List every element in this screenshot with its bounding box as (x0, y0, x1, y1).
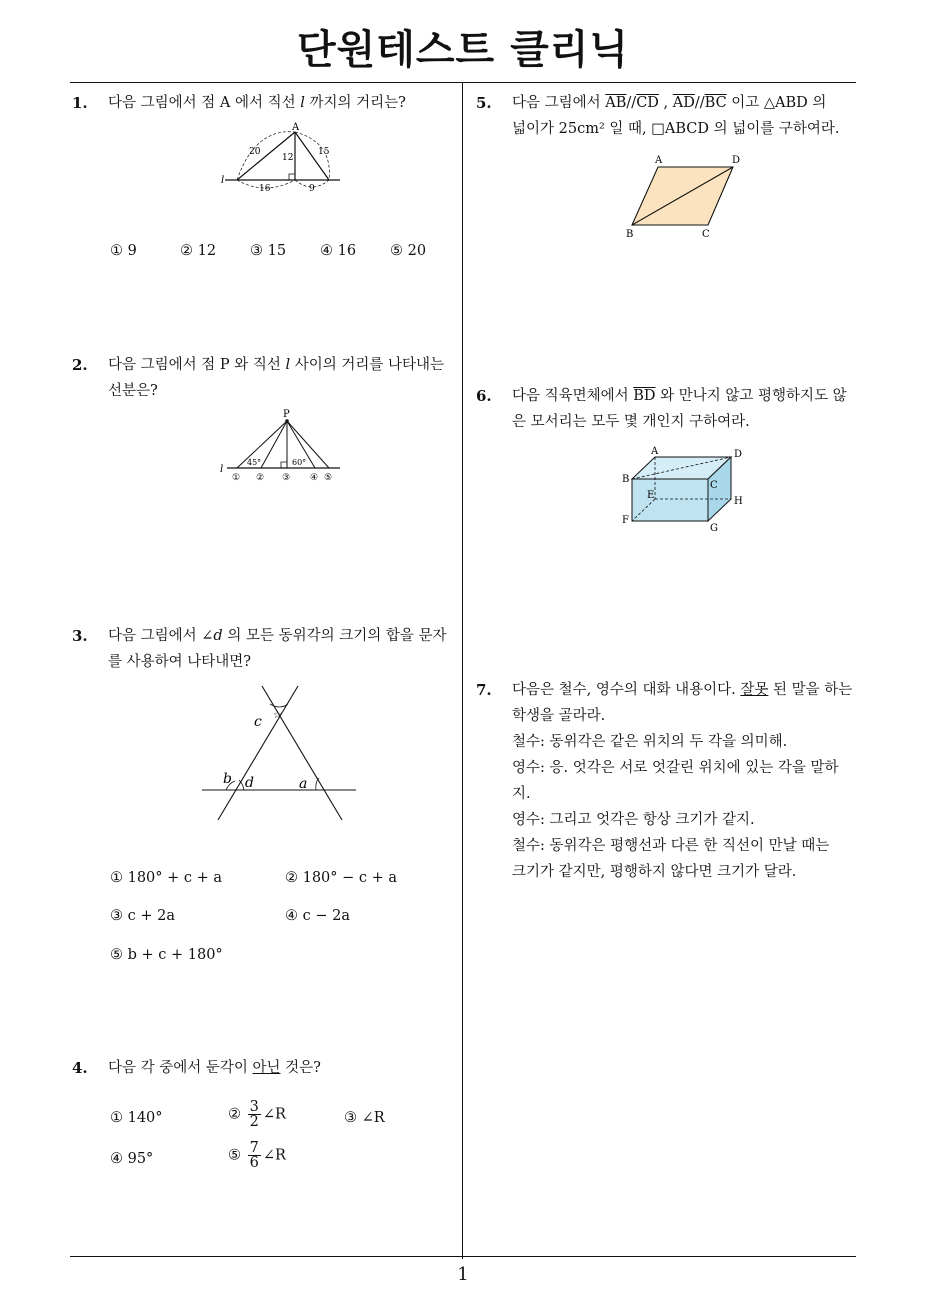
question-1 (72, 90, 452, 116)
header-rule (70, 82, 856, 83)
q6-figure (618, 443, 748, 535)
label-c: c (254, 714, 262, 730)
dialog-line-4: 철수: 동위각은 평행선과 다른 한 직선이 만날 때는 (512, 838, 830, 854)
label-C: C (702, 229, 710, 240)
label-C: C (710, 480, 718, 491)
choice-4[interactable]: ④ 16 (320, 243, 357, 259)
choice-1[interactable]: ① 9 (110, 243, 137, 259)
question-7 (476, 677, 866, 885)
q4-choices (110, 1100, 450, 1180)
dialog-line-2: 영수: 응. 엇각은 서로 엇갈린 위치에 있는 각을 말하 (512, 760, 839, 776)
column-divider (462, 83, 463, 1259)
dialog-line-2-cont: 지. (512, 786, 531, 802)
label-d: d (245, 775, 254, 791)
question-text: 다음 그림에서 ∠d 의 모든 동위각의 크기의 합을 문자 를 사용하여 나타내면? (108, 628, 447, 670)
label-20: 20 (249, 147, 261, 157)
question-2 (72, 352, 457, 404)
label-15: 15 (318, 147, 330, 157)
label-H: H (734, 496, 743, 507)
footer-rule (70, 1256, 856, 1257)
label-B: B (622, 474, 630, 485)
q5-figure (620, 152, 750, 242)
label-l: l (220, 464, 224, 475)
label-12: 12 (282, 153, 294, 163)
q3-figure (198, 680, 360, 826)
question-number: 5. (476, 94, 492, 112)
marker-1: ① (232, 473, 241, 483)
marker-4: ④ (310, 473, 319, 483)
question-text: 다음 그림에서 점 P 와 직선 l 사이의 거리를 나타내는 선분은? (108, 357, 445, 399)
label-60: 60° (292, 458, 307, 467)
marker-5: ⑤ (324, 473, 333, 483)
choice-1[interactable]: ① 180° + c + a (110, 870, 223, 886)
choice-3[interactable]: ③ 15 (250, 243, 287, 259)
question-6 (476, 383, 861, 435)
label-P: P (283, 409, 290, 420)
choice-4[interactable]: ④ 95° (110, 1151, 154, 1167)
marker-3: ③ (282, 473, 291, 483)
label-G: G (710, 523, 718, 534)
choice-5[interactable]: ⑤ 20 (390, 243, 427, 259)
label-A: A (651, 446, 659, 457)
question-number: 7. (476, 681, 492, 699)
label-l: l (221, 175, 225, 186)
question-text: 다음 그림에서 $\overline{AB}//\overline{CD}$ , $\overline{AD}//\overline{BC}$ 이고 △ABD 의 넓이가 25cm² 일 때, □ABCD 의 넓이를 구하여라. (512, 95, 840, 137)
dialog-line-3: 영수: 그리고 엇각은 항상 크기가 같지. (512, 812, 755, 828)
marker-2: ② (256, 473, 265, 483)
label-45: 45° (247, 458, 262, 467)
choice-2[interactable]: ② 180° − c + a (285, 870, 398, 886)
choice-5[interactable]: ⑤ b + c + 180° (110, 947, 223, 963)
q2-figure (215, 405, 345, 485)
choice-3[interactable]: ③ ∠R (344, 1110, 385, 1126)
star-mark: ☆ (273, 710, 282, 721)
question-text: 다음 그림에서 점 A 에서 직선 l 까지의 거리는? (108, 95, 406, 111)
question-4 (72, 1055, 457, 1081)
question-number: 2. (72, 356, 88, 374)
label-F: F (622, 515, 629, 526)
label-A: A (655, 155, 663, 166)
label-b: b (223, 771, 232, 787)
question-number: 1. (72, 94, 88, 112)
page-title: 단원테스트 클리닉 (296, 27, 630, 73)
choice-3[interactable]: ③ c + 2a (110, 908, 175, 924)
label-D: D (732, 155, 741, 166)
label-9: 9 (309, 184, 315, 194)
choice-2[interactable]: ② 12 (180, 243, 217, 259)
label-A: A (292, 122, 300, 133)
label-a: a (299, 776, 308, 792)
question-number: 6. (476, 387, 492, 405)
q1-figure (215, 120, 345, 198)
dialog-line-4-cont: 크기가 같지만, 평행하지 않다면 크기가 달라. (512, 864, 797, 880)
choice-1[interactable]: ① 140° (110, 1110, 163, 1126)
choice-2[interactable]: ② $\frac{3}{2}$ ∠R (228, 1099, 286, 1130)
question-text: 다음 각 중에서 둔각이 아닌 것은? (108, 1060, 321, 1076)
label-16: 16 (259, 184, 271, 194)
question-text: 다음은 철수, 영수의 대화 내용이다. 잘못 된 말을 하는 학생을 골라라. 철수: 동위각은 같은 위치의 두 각을 의미해. 영수: 응. 엇각은 서로 엇갈린 위치에 있는 각을 말하 지. 영수: 그리고 엇각은 항상 크기가 같지. 철수: 동위각은 평행선과 다른 한 직선이 만날 때는 크기가 같지만, 평행하지 않다면 크기가 달라. (512, 682, 853, 880)
question-3 (72, 623, 457, 675)
label-E: E (647, 490, 655, 501)
choice-4[interactable]: ④ c − 2a (285, 908, 350, 924)
choice-5[interactable]: ⑤ $\frac{7}{6}$ ∠R (228, 1140, 286, 1171)
question-number: 3. (72, 627, 88, 645)
question-text: 다음 직육면체에서 $\overline{BD}$ 와 만나지 않고 평행하지도 않 은 모서리는 모두 몇 개인지 구하여라. (512, 388, 847, 430)
question-5 (476, 90, 861, 142)
label-D: D (734, 449, 743, 460)
question-number: 4. (72, 1059, 88, 1077)
label-B: B (626, 229, 634, 240)
dialog-line-1: 철수: 동위각은 같은 위치의 두 각을 의미해. (512, 734, 788, 750)
page-number: 1 (457, 1264, 469, 1285)
